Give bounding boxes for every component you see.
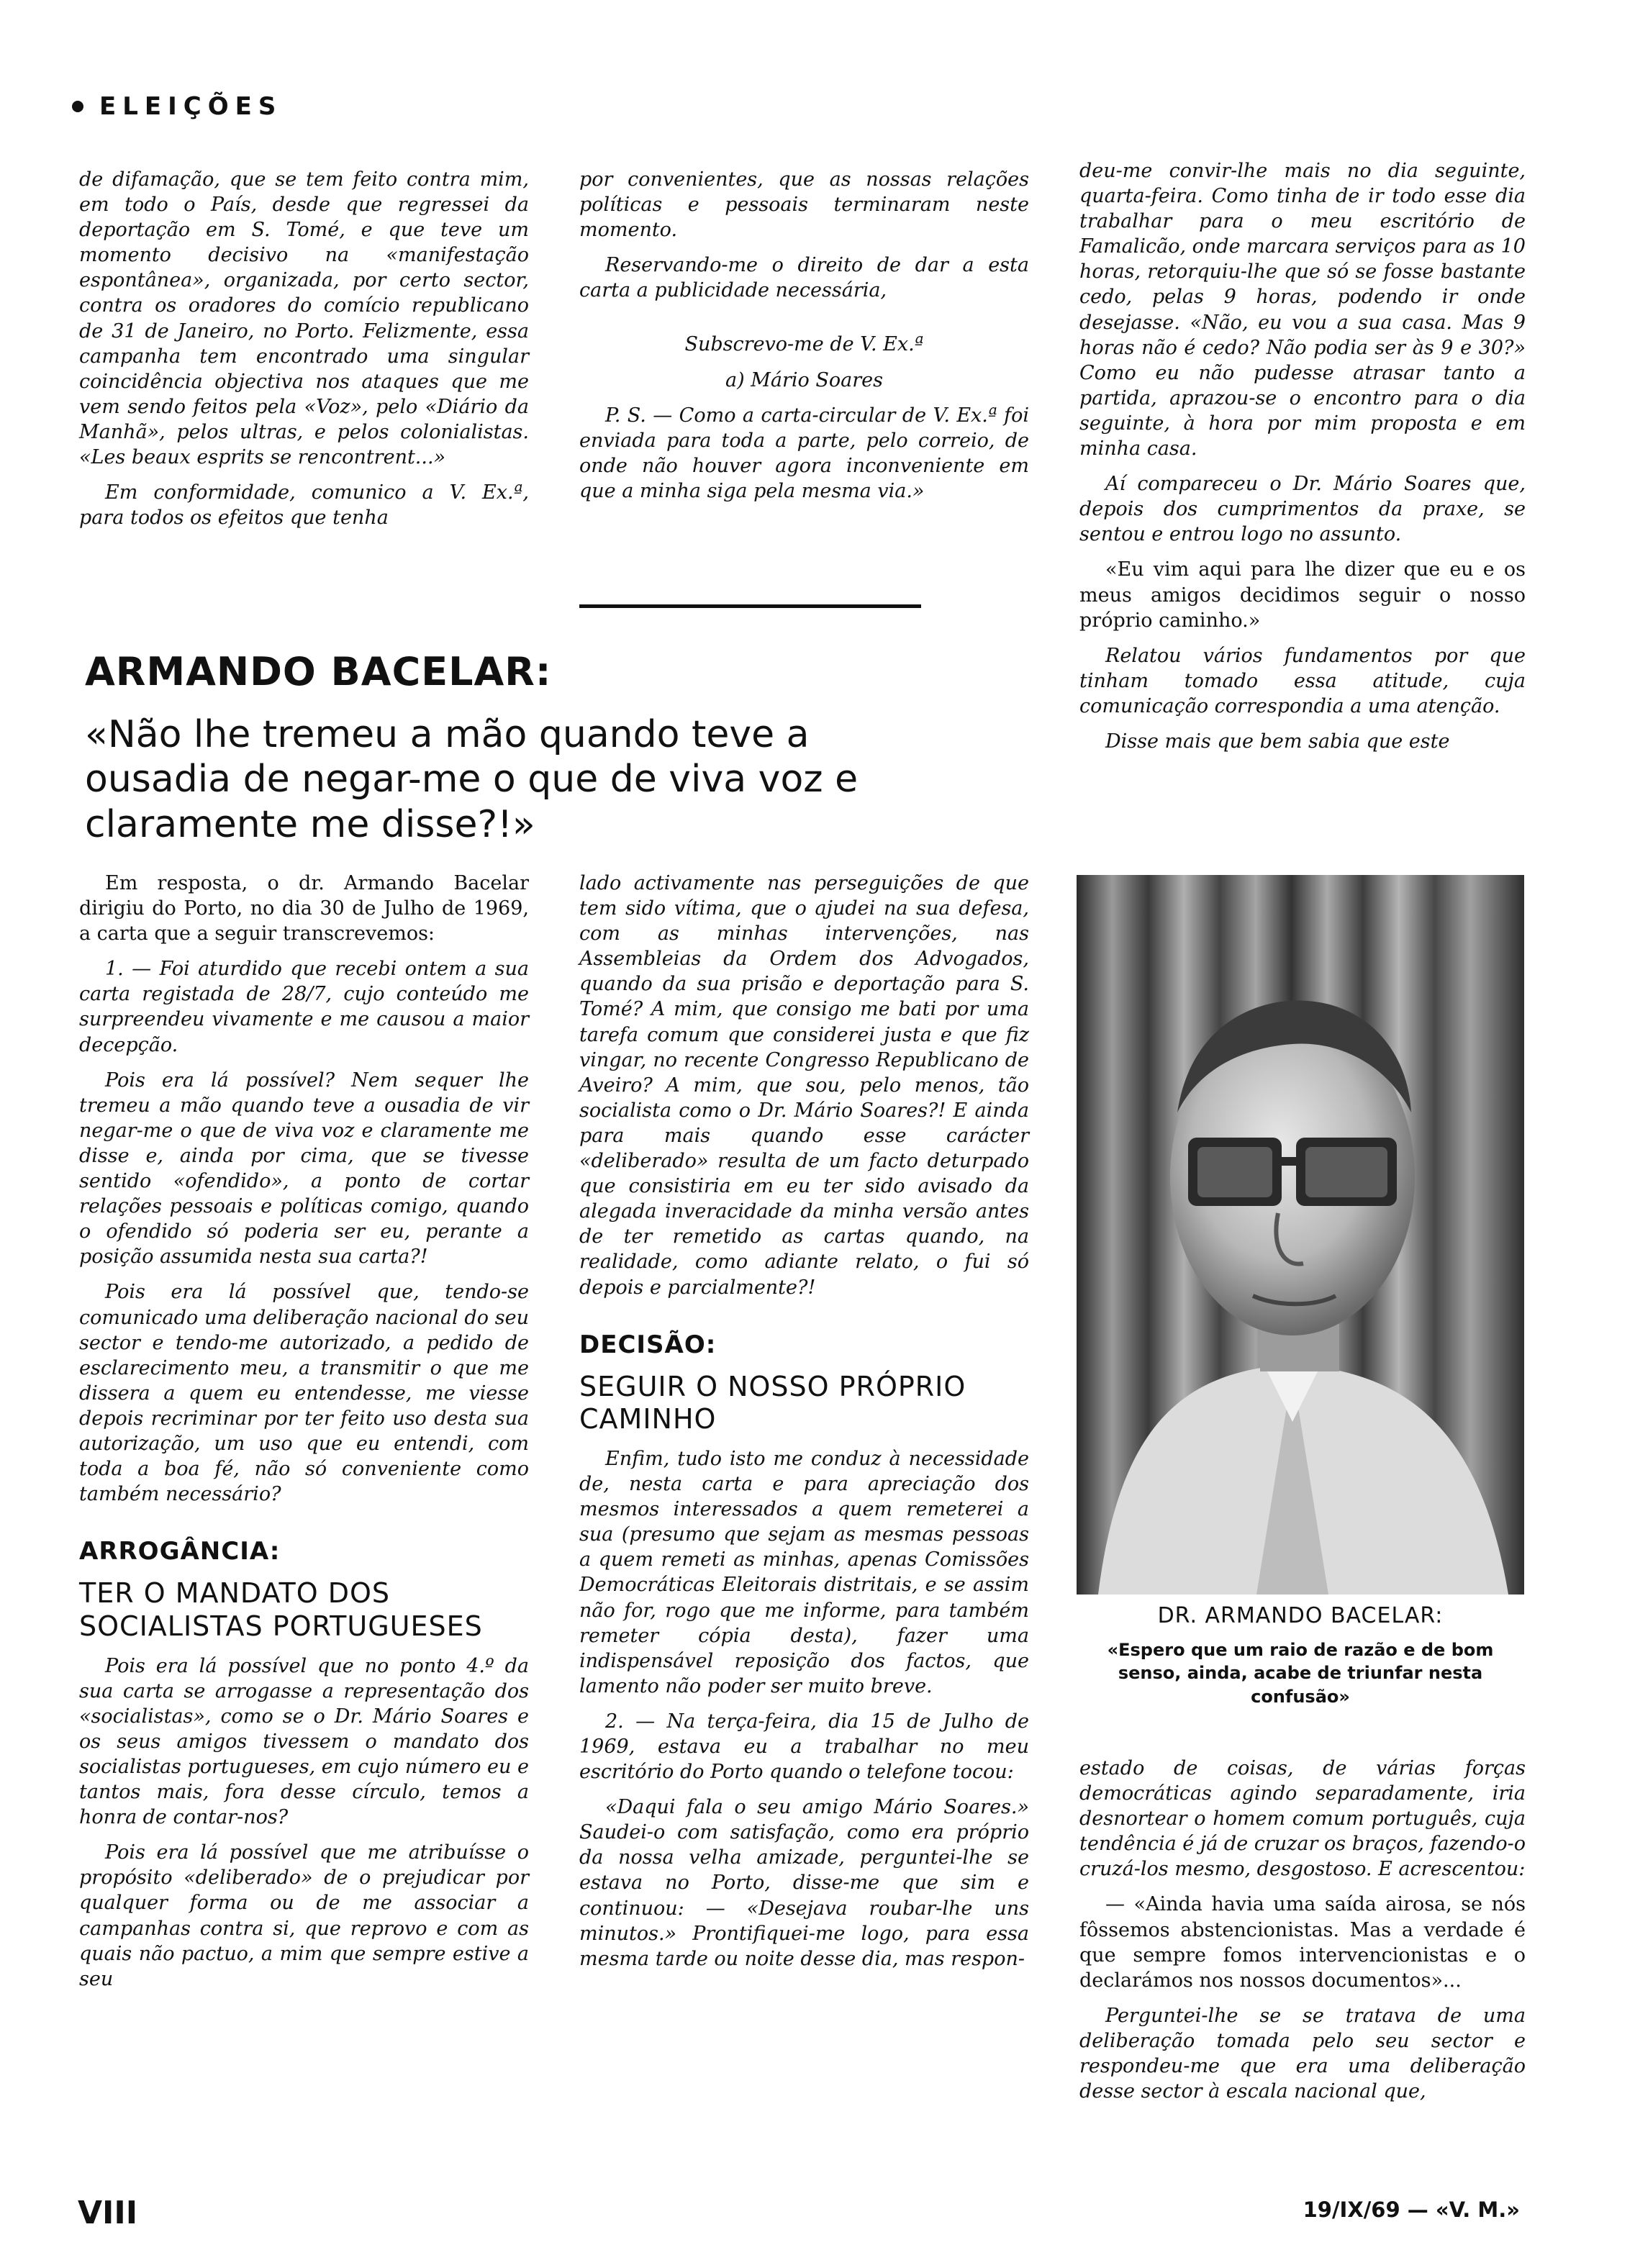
portrait-image — [1077, 875, 1524, 1595]
paragraph: «Daqui fala o seu amigo Mário Soares.» Saudei-o com satisfação, como era próprio da nossa velha amizade, perguntei-lhe se estava no Porto, disse-me que sim e continuou: — «Desejava roubar-lhe uns minutos.» Prontifiquei-me logo, para essa mesma tarde ou noite desse dia, mas respon- — [579, 1796, 1029, 1970]
caption-name: DR. ARMANDO BACELAR: — [1157, 1603, 1444, 1628]
paragraph: estado de coisas, de várias forças democráticas agindo separadamente, iria desnortear o homem comum português, cuja tendência é já de cruzar os braços, fazendo-o cruzá-los mesmo, desgostoso. E acrescentou: — [1079, 1757, 1526, 1881]
bullet-icon — [72, 101, 83, 112]
caption-quote: «Espero que um raio de razão e de bom senso, ainda, acabe de triunfar nesta confusão» — [1107, 1640, 1494, 1707]
subsection-title: ARROGÂNCIA: — [79, 1537, 281, 1566]
subsection-heading: TER O MANDATO DOS SOCIALISTAS PORTUGUESES — [79, 1577, 483, 1643]
paragraph: Perguntei-lhe se se tratava de uma deliberação tomada pelo seu sector e respondeu-me que era uma deliberação desse sector à escala nacional que, — [1079, 2004, 1526, 2103]
paragraph: de difamação, que se tem feito contra mim, em todo o País, desde que regressei da deportação em S. Tomé, e que teve um momento decisivo na «manifestação espontânea», organizada, por certo sector, contra os oradores do comício republicano de 31 de Janeiro, no Porto. Felizmente, essa campanha tem encontrado uma singular coincidência objectiva nos ataques que me vem sendo feitos pela «Voz», pelo «Diário da Manhã», pelos ultras, e pelos colonialistas. «Les beaux esprits se rencontrent...» — [79, 168, 529, 469]
divider-rule — [579, 604, 921, 608]
subsection-title: DECISÃO: — [579, 1330, 717, 1359]
paragraph: Aí compareceu o Dr. Mário Soares que, depois dos cumprimentos da praxe, se sentou e entrou logo no assunto. — [1079, 473, 1526, 546]
article-column-1 — [79, 871, 529, 2002]
paragraph: 2. — Na terça-feira, dia 15 de Julho de 1969, estava eu a trabalhar no meu escritório do Porto quando o telefone tocou: — [579, 1710, 1029, 1784]
paragraph: Relatou vários fundamentos por que tinham tomado essa atitude, cuja comunicação correspondia a uma atenção. — [1079, 644, 1526, 717]
paragraph: lado activamente nas perseguições de que tem sido vítima, que o ajudei na sua defesa, com as minhas intervenções, nas Assembleias da Ordem dos Advogados, quando da sua prisão e deportação para S. Tomé? A mim, que consigo me bati por uma tarefa comum que considerei justa e que fiz vingar, no recente Congresso Republicano de Aveiro? A mim, que sou, pelo menos, tão socialista como o Dr. Mário Soares?! E ainda para mais quando esse carácter «deliberado» resulta de um facto deturpado que consistiria em eu ter sido avisado da alegada inveracidade da minha versão antes de ter remetido as cartas quando, na realidade, como adiante relato, o fui só depois e parcialmente?! — [579, 872, 1029, 1299]
paragraph: Reservando-me o direito de dar a esta carta a publicidade necessária, — [579, 254, 1029, 302]
paragraph: «Eu vim aqui para lhe dizer que eu e os meus amigos decidimos seguir o nosso próprio caminho.» — [1079, 558, 1526, 632]
paragraph: Enfim, tudo isto me conduz à necessidade de, nesta carta e para apreciação dos mesmos interessados a quem remeterei a sua (presumo que sejam as mesmas pessoas a quem remeti as minhas, apenas Comissões Democráticas Eleitorais distritais, e se assim não for, rogo que me informe, para também remeter cópia desta), fazer uma indispensável reposição dos factos, que lamento não poder ser muito breve. — [579, 1447, 1029, 1697]
article-subtitle: «Não lhe tremeu a mão quando teve a ousadia de negar-me o que de viva voz e claramente me disse?!» — [85, 713, 859, 846]
article-column-3 — [1079, 1756, 1526, 2114]
portrait-photo — [1077, 875, 1524, 1595]
postscript: P. S. — Como a carta-circular de V. Ex.ª foi enviada para toda a parte, pelo correio, de onde não houver agora inconveniente em que a minha siga pela mesma via.» — [579, 404, 1029, 502]
paragraph: deu-me convir-lhe mais no dia seguinte, quarta-feira. Como tinha de ir todo esse dia trabalhar para o meu escritório de Famalicão, onde marcara serviços para as 10 horas, retorquiu-lhe que só se fosse bastante cedo, pelas 9 horas, podendo ir onde desejasse. «Não, eu vou a sua casa. Mas 9 horas não é cedo? Não podia ser às 9 e 30?» Como eu não pudesse atrasar tanto a partida, aprazou-se o encontro para o dia seguinte, à hora por mim proposta e em minha casa. — [1079, 160, 1526, 461]
paragraph: — «Ainda havia uma saída airosa, se nós fôssemos abstencionistas. Mas a verdade é que sempre fomos intervencionistas e o declarámos nos nossos documentos»... — [1079, 1893, 1526, 1992]
paragraph: por convenientes, que as nossas relações políticas e pessoais terminaram neste momento. — [579, 168, 1029, 242]
article-title: ARMANDO BACELAR: — [85, 649, 552, 694]
paragraph: 1. — Foi aturdido que recebi ontem a sua carta registada de 28/7, cujo conteúdo me surpreendeu vivamente e me causou a maior decepção. — [79, 958, 529, 1056]
paragraph: Pois era lá possível que no ponto 4.º da sua carta se arrogasse a representação dos «socialistas», como se o Dr. Mário Soares e os seus amigos tivessem o mandato dos socialistas portugueses, em cujo número eu e tantos mais, fora desse círculo, temos a honra de contar-nos? — [79, 1654, 529, 1829]
top-column-1 — [79, 167, 529, 540]
section-tag — [72, 92, 282, 121]
signature: a) Mário Soares — [725, 368, 883, 391]
issue-date: 19/IX/69 — «V. M.» — [1303, 2197, 1520, 2222]
top-column-2 — [579, 167, 1029, 514]
top-column-3 — [1079, 158, 1526, 764]
photo-caption — [1077, 1603, 1524, 1708]
section-label: ELEIÇÕES — [99, 92, 283, 121]
paragraph: Em conformidade, comunico a V. Ex.ª, para todos os efeitos que tenha — [79, 481, 529, 530]
signature-line: Subscrevo-me de V. Ex.ª — [684, 333, 924, 356]
paragraph: Pois era lá possível? Nem sequer lhe tremeu a mão quando teve a ousadia de vir negar-me o que de viva voz e claramente me disse e, ainda por cima, que se tivesse sentido «ofendido», a ponto de cortar relações pessoais e políticas comigo, quando o ofendido só poderia ser eu, perante a posição assumida nesta sua carta?! — [79, 1069, 529, 1269]
paragraph: Disse mais que bem sabia que este — [1105, 730, 1450, 753]
paragraph: Pois era lá possível que me atribuísse o propósito «deliberado» de o prejudicar por qualquer forma ou de me associar a campanhas contra si, que reprovo e com as quais não pactuo, a mim que sempre estive a seu — [79, 1841, 529, 1990]
page-number: VIII — [78, 2195, 138, 2231]
paragraph: Pois era lá possível que, tendo-se comunicado uma deliberação nacional do seu sector e tendo-me autorizado, a pedido de esclarecimento meu, a transmitir o que me dissera a quem eu entendesse, me viesse depois recriminar por ter feito uso desta sua autorização, um uso que eu entendi, com toda a boa fé, não só conveniente como também necessário? — [79, 1281, 529, 1506]
article-column-2 — [579, 871, 1029, 1982]
paragraph: Em resposta, o dr. Armando Bacelar dirigiu do Porto, no dia 30 de Julho de 1969, a carta que a seguir transcrevemos: — [79, 872, 529, 945]
subsection-heading: SEGUIR O NOSSO PRÓPRIO CAMINHO — [579, 1370, 966, 1435]
